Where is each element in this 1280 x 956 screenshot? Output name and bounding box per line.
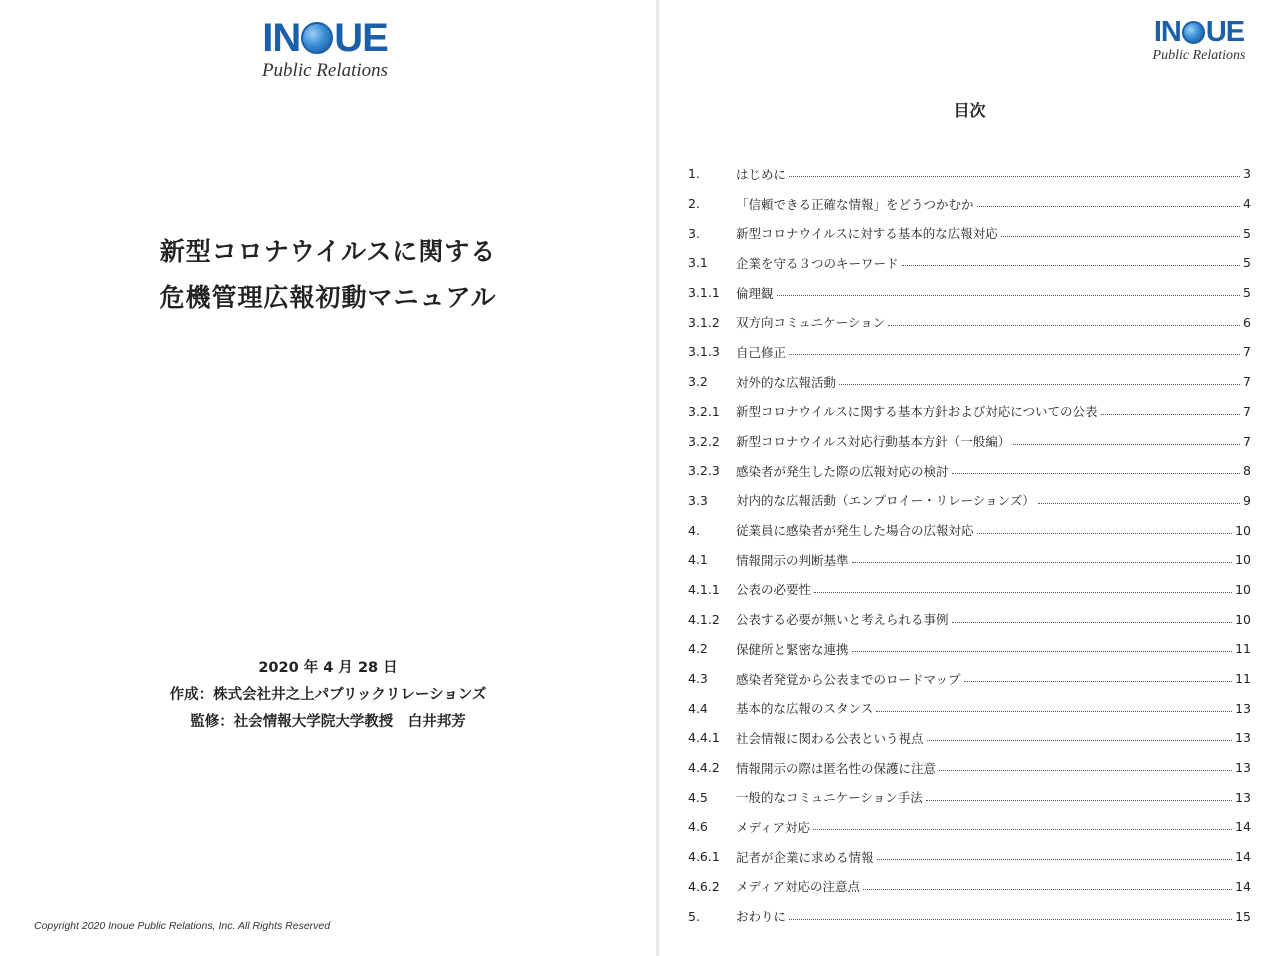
inoue-logo	[1147, 16, 1251, 64]
toc-entry-title: 基本的な広報のスタンス	[736, 701, 874, 717]
toc-entry-number: 4.6	[688, 819, 708, 835]
toc-entry-page: 7	[1243, 344, 1251, 360]
logo-word-left: IN	[1153, 15, 1181, 48]
toc-entry-number: 4.4	[688, 700, 708, 716]
toc-leader-dots	[789, 344, 1240, 355]
toc-entry[interactable]	[688, 159, 1251, 189]
toc-entry-page: 14	[1235, 819, 1251, 835]
toc-entry-page: 10	[1235, 611, 1251, 627]
toc-entry-title: 感染者発覚から公表までのロードマップ	[736, 671, 961, 687]
logo-tagline: Public Relations	[1152, 48, 1246, 63]
toc-entry[interactable]	[688, 456, 1251, 486]
toc-entry[interactable]	[688, 515, 1251, 545]
toc-entry-number: 4.6.1	[688, 849, 720, 865]
toc-entry-number: 3.2	[688, 374, 708, 390]
toc-entry[interactable]	[688, 604, 1251, 634]
toc-entry-page: 14	[1235, 878, 1251, 894]
toc-entry-title: 自己修正	[736, 344, 787, 360]
toc-entry[interactable]	[688, 753, 1251, 783]
toc-entry[interactable]	[688, 337, 1251, 367]
toc-entry-title: 保健所と緊密な連携	[736, 641, 849, 657]
toc-entry[interactable]	[688, 426, 1251, 456]
toc-entry-number: 3.3	[688, 492, 708, 508]
toc-entry-title: はじめに	[736, 166, 787, 182]
toc-leader-dots	[977, 523, 1233, 534]
toc-entry-number: 4.2	[688, 641, 708, 657]
toc-entry-title: 新型コロナウイルス対応行動基本方針（一般編）	[736, 434, 1011, 450]
toc-entry-title: 公表の必要性	[736, 582, 812, 598]
toc-leader-dots	[1101, 404, 1240, 415]
toc-entry-page: 5	[1243, 285, 1251, 301]
toc-entry[interactable]	[688, 218, 1251, 248]
logo-tagline: Public Relations	[261, 60, 389, 81]
toc-entry[interactable]	[688, 307, 1251, 337]
toc-leader-dots	[888, 315, 1240, 326]
toc-entry-title: 「信頼できる正確な情報」をどうつかむか	[736, 196, 974, 212]
toc-leader-dots	[952, 463, 1240, 474]
toc-entry-number: 4.1.1	[688, 581, 720, 597]
toc-entry-page: 4	[1243, 196, 1251, 212]
toc-entry-page: 7	[1243, 403, 1251, 419]
toc-entry[interactable]	[688, 812, 1251, 842]
toc-entry-page: 11	[1235, 671, 1251, 687]
toc-entry-page: 9	[1243, 492, 1251, 508]
toc-entry-title: 公表する必要が無いと考えられる事例	[736, 612, 949, 628]
toc-leader-dots	[952, 612, 1233, 623]
toc-entry[interactable]	[688, 872, 1251, 902]
globe-icon	[1182, 21, 1205, 44]
toc-entry-page: 13	[1235, 700, 1251, 716]
toc-leader-dots	[814, 582, 1232, 593]
toc-leader-dots	[902, 255, 1240, 266]
toc-entry-title: 双方向コミュニケーション	[736, 315, 886, 331]
toc-leader-dots	[877, 849, 1233, 860]
toc-entry[interactable]	[688, 367, 1251, 397]
cover-title-line1: 新型コロナウイルスに関する	[159, 237, 497, 266]
logo-word-left: IN	[262, 15, 301, 60]
toc-entry-number: 4.4.2	[688, 760, 720, 776]
toc-leader-dots	[863, 879, 1232, 890]
toc-entry-number: 3.	[688, 225, 700, 241]
toc-entry-page: 7	[1243, 433, 1251, 449]
toc-entry-page: 10	[1235, 522, 1251, 538]
toc-entry-number: 4.1.2	[688, 611, 720, 627]
toc-leader-dots	[1013, 434, 1240, 445]
toc-entry[interactable]	[688, 397, 1251, 427]
toc-entry-page: 13	[1235, 730, 1251, 746]
toc-entry-page: 6	[1243, 314, 1251, 330]
logo-wordmark	[1147, 16, 1251, 48]
logo-wordmark	[250, 16, 400, 60]
toc-entry-number: 5.	[688, 908, 700, 924]
toc-entry-page: 13	[1235, 789, 1251, 805]
toc-entry[interactable]	[688, 901, 1251, 931]
toc-entry-title: おわりに	[736, 909, 787, 925]
logo-word-right: UE	[1205, 15, 1245, 48]
toc-entry-title: 新型コロナウイルスに関する基本方針および対応についての公表	[736, 404, 1098, 420]
toc-leader-dots	[1038, 493, 1240, 504]
cover-author: 作成：株式会社井之上パブリックリレーションズ	[169, 687, 487, 703]
toc-entry-number: 3.1	[688, 255, 708, 271]
logo-word-right: UE	[334, 15, 388, 60]
toc-leader-dots	[939, 760, 1232, 771]
toc-entry-page: 7	[1243, 374, 1251, 390]
toc-entry[interactable]	[688, 545, 1251, 575]
toc-entry[interactable]	[688, 486, 1251, 516]
toc-entry-title: メディア対応	[736, 819, 811, 835]
toc-entry-title: 新型コロナウイルスに対する基本的な広報対応	[736, 226, 998, 242]
toc-entry-page: 14	[1235, 849, 1251, 865]
toc-leader-dots	[964, 671, 1233, 682]
toc-leader-dots	[977, 196, 1240, 207]
toc-entry-page: 15	[1235, 908, 1251, 924]
toc-entry-page: 10	[1235, 552, 1251, 568]
globe-icon	[301, 22, 333, 54]
toc-leader-dots	[789, 166, 1240, 177]
toc-leader-dots	[876, 701, 1232, 712]
toc-leader-dots	[852, 641, 1233, 652]
toc-entry-title: 一般的なコミュニケーション手法	[736, 790, 923, 806]
toc-entry[interactable]	[688, 723, 1251, 753]
cover-date: 2020 年 4 月 28 日	[258, 660, 398, 676]
toc-leader-dots	[777, 285, 1240, 296]
toc-heading: 目次	[953, 101, 986, 120]
toc-leader-dots	[852, 552, 1233, 563]
toc-entry-number: 1.	[688, 166, 700, 182]
toc-leader-dots	[789, 909, 1232, 920]
toc-entry-page: 5	[1243, 255, 1251, 271]
toc-entry[interactable]	[688, 634, 1251, 664]
toc-entry-number: 3.2.1	[688, 403, 720, 419]
toc-entry-number: 4.1	[688, 552, 708, 568]
toc-leader-dots	[1001, 226, 1240, 237]
toc-entry-page: 13	[1235, 760, 1251, 776]
toc-entry-page: 10	[1235, 581, 1251, 597]
toc-entry-number: 3.1.3	[688, 344, 720, 360]
toc-entry[interactable]	[688, 189, 1251, 219]
toc-leader-dots	[927, 730, 1233, 741]
toc-entry-title: 企業を守る３つのキーワード	[736, 255, 899, 271]
toc-entry-number: 4.3	[688, 671, 708, 687]
toc-entry[interactable]	[688, 782, 1251, 812]
toc-entry-number: 4.5	[688, 789, 708, 805]
toc-entry[interactable]	[688, 693, 1251, 723]
inoue-logo	[250, 16, 400, 82]
toc-entry-number: 3.2.3	[688, 463, 720, 479]
cover-title-line2: 危機管理広報初動マニュアル	[159, 283, 497, 312]
toc-page	[659, 0, 1280, 956]
toc-entry[interactable]	[688, 248, 1251, 278]
toc-entry-title: メディア対応の注意点	[736, 879, 861, 895]
toc-entry-title: 記者が企業に求める情報	[736, 849, 874, 865]
toc-entry[interactable]	[688, 664, 1251, 694]
toc-entry-number: 4.4.1	[688, 730, 720, 746]
toc-entry-number: 2.	[688, 196, 700, 212]
toc-leader-dots	[813, 819, 1232, 830]
toc-entry-title: 情報開示の判断基準	[736, 552, 849, 568]
toc-entry-number: 3.1.2	[688, 314, 720, 330]
toc-entry-page: 3	[1243, 166, 1251, 182]
toc-entry-title: 対内的な広報活動（エンプロイー・リレーションズ）	[736, 493, 1035, 509]
toc-entry-title: 感染者が発生した際の広報対応の検討	[736, 463, 949, 479]
toc-entry-number: 3.2.2	[688, 433, 720, 449]
toc-entry[interactable]	[688, 278, 1251, 308]
copyright-notice: Copyright 2020 Inoue Public Relations, Inc. All Rights Reserved	[34, 920, 331, 932]
toc-entry-number: 4.	[688, 522, 700, 538]
toc-entry-title: 従業員に感染者が発生した場合の広報対応	[736, 523, 974, 539]
toc-entry-page: 5	[1243, 225, 1251, 241]
toc-entry-page: 11	[1235, 641, 1251, 657]
toc-entry-page: 8	[1243, 463, 1251, 479]
toc-entry[interactable]	[688, 842, 1251, 872]
toc-leader-dots	[926, 790, 1232, 801]
toc-entry-title: 社会情報に関わる公表という視点	[736, 730, 924, 746]
toc-entry[interactable]	[688, 575, 1251, 605]
toc-entry-number: 4.6.2	[688, 878, 720, 894]
toc-entry-title: 倫理観	[736, 285, 774, 301]
toc-list	[688, 159, 1251, 931]
cover-supervisor: 監修：社会情報大学院大学教授 白井邦芳	[190, 714, 466, 730]
toc-entry-title: 対外的な広報活動	[736, 374, 837, 390]
toc-leader-dots	[839, 374, 1240, 385]
toc-entry-number: 3.1.1	[688, 285, 720, 301]
toc-entry-title: 情報開示の際は匿名性の保護に注意	[736, 760, 937, 776]
